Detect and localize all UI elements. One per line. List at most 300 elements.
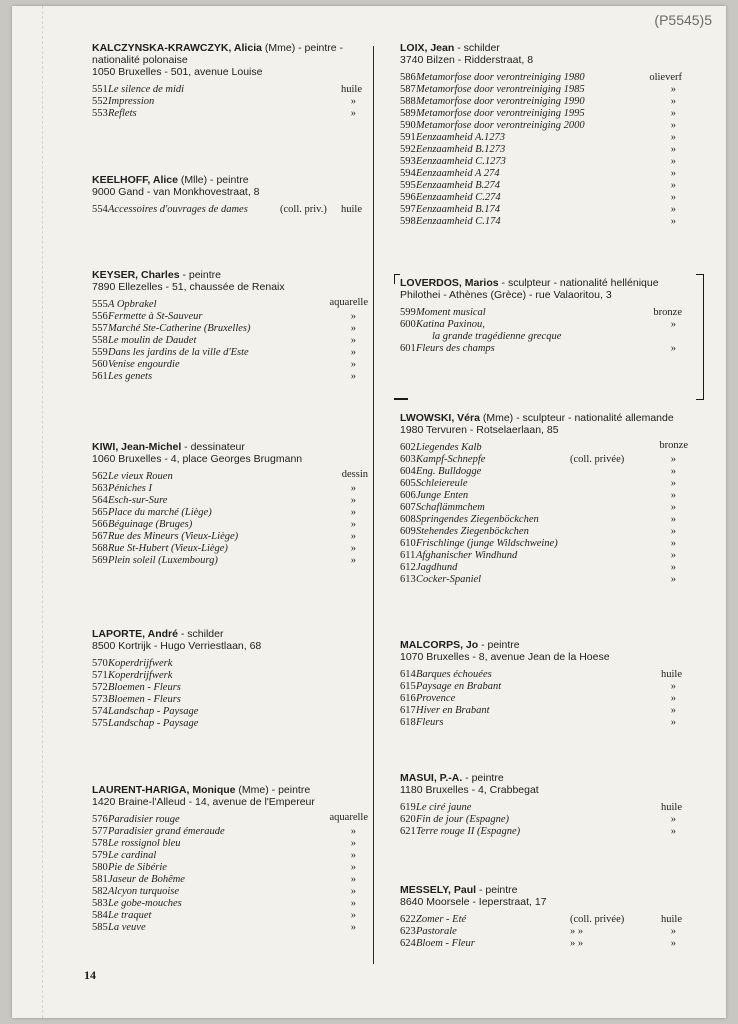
artwork-title: Paysage en Brabant xyxy=(416,681,502,692)
artwork-title: A Opbrakel xyxy=(108,299,157,310)
artwork-title: Le cardinal xyxy=(108,850,157,861)
artwork-title: Accessoires d'ouvrages de dames xyxy=(108,204,248,215)
artwork-item xyxy=(400,574,696,586)
artist-address: 9000 Gand - van Monkhovestraat, 8 xyxy=(92,186,260,198)
artwork-title: Kampf-Schnepfe xyxy=(416,454,486,465)
artwork-number: 579 xyxy=(92,850,108,861)
artwork-item xyxy=(92,862,376,874)
artwork-number: 602 xyxy=(400,442,416,453)
artwork-item xyxy=(92,519,376,531)
artwork-item xyxy=(400,490,696,502)
artist-role: (Mme) - peintre xyxy=(235,784,311,796)
artwork-title: Provence xyxy=(416,693,456,704)
artwork-item xyxy=(92,718,376,730)
artwork-title: Place du marché (Liège) xyxy=(108,507,212,518)
artwork-item xyxy=(92,204,376,216)
artwork-item xyxy=(400,538,696,550)
artwork-number: 612 xyxy=(400,562,416,573)
artwork-item xyxy=(400,938,696,950)
artist-name: LOIX, Jean xyxy=(400,42,455,54)
artwork-title: Jagdhund xyxy=(416,562,458,573)
artwork-title: Paradisier grand émeraude xyxy=(108,826,225,837)
artwork-title: Les genets xyxy=(108,371,153,382)
artwork-title: Eenzaamheid C.1273 xyxy=(416,156,506,167)
artist-header xyxy=(92,269,376,281)
artwork-medium: » xyxy=(350,507,356,518)
artist-entry xyxy=(92,784,376,934)
fold-line xyxy=(42,6,43,1018)
artist-address: 1980 Tervuren - Rotselaerlaan, 85 xyxy=(400,424,559,436)
artist-address: 1420 Braine-l'Alleud - 14, avenue de l'Empereur xyxy=(92,796,315,808)
artist-entry xyxy=(400,42,696,228)
artwork-title: La veuve xyxy=(108,922,146,933)
artwork-number: 580 xyxy=(92,862,108,873)
artwork-title: Terre rouge II (Espagne) xyxy=(416,826,521,837)
artwork-item xyxy=(400,144,696,156)
artist-name: LAURENT-HARIGA, Monique xyxy=(92,784,236,796)
artist-header xyxy=(92,628,376,640)
artwork-title: Hiver en Brabant xyxy=(416,705,490,716)
artwork-medium: » xyxy=(670,562,676,573)
artwork-item xyxy=(92,531,376,543)
bracket-left xyxy=(394,274,400,284)
artwork-item xyxy=(400,717,696,729)
artwork-item xyxy=(400,705,696,717)
artwork-medium: » xyxy=(670,120,676,131)
artwork-number: 599 xyxy=(400,307,416,318)
artist-address: 1060 Bruxelles - 4, place Georges Brugmann xyxy=(92,453,303,465)
artwork-list xyxy=(400,307,696,355)
artwork-medium: » xyxy=(670,180,676,191)
artwork-title: Junge Enten xyxy=(416,490,469,501)
artwork-list xyxy=(92,84,376,120)
artwork-title: Le rossignol bleu xyxy=(108,838,181,849)
artist-header xyxy=(400,884,696,896)
artwork-number: 590 xyxy=(400,120,416,131)
artist-header xyxy=(400,277,696,289)
artwork-number: 586 xyxy=(400,72,416,83)
artwork-title: Rue des Mineurs (Vieux-Liège) xyxy=(108,531,239,542)
artwork-title: Frischlinge (junge Wildschweine) xyxy=(416,538,558,549)
artwork-medium: » xyxy=(350,323,356,334)
artwork-number: 561 xyxy=(92,371,108,382)
artwork-number: 578 xyxy=(92,838,108,849)
artwork-number: 581 xyxy=(92,874,108,885)
artwork-medium: » xyxy=(670,319,676,330)
artist-header xyxy=(92,174,376,186)
artist-address: 7890 Ellezelles - 51, chaussée de Renaix xyxy=(92,281,285,293)
artwork-medium: » xyxy=(670,514,676,525)
artwork-item xyxy=(92,335,376,347)
artwork-number: 564 xyxy=(92,495,108,506)
artwork-item xyxy=(92,359,376,371)
artwork-item xyxy=(92,670,376,682)
artwork-number: 624 xyxy=(400,938,416,949)
collection-note: » » xyxy=(570,938,584,949)
artwork-number: 585 xyxy=(92,922,108,933)
artwork-title: Schleiereule xyxy=(416,478,468,489)
artwork-title: Dans les jardins de la ville d'Este xyxy=(108,347,249,358)
artwork-medium: » xyxy=(350,555,356,566)
artist-name: KIWI, Jean-Michel xyxy=(92,441,182,453)
artist-header xyxy=(400,772,696,784)
artist-header xyxy=(92,441,376,453)
page-number: 14 xyxy=(84,968,96,982)
artwork-number: 567 xyxy=(92,531,108,542)
artwork-title: la grande tragédienne grecque xyxy=(432,331,562,342)
artwork-item xyxy=(400,681,696,693)
artwork-item xyxy=(400,84,696,96)
archive-reference: (P5545)5 xyxy=(654,12,712,28)
artwork-medium: » xyxy=(670,550,676,561)
artwork-item xyxy=(92,543,376,555)
artwork-number: 622 xyxy=(400,914,416,925)
artwork-item xyxy=(92,694,376,706)
medium-heading: aquarelle xyxy=(329,297,368,308)
artwork-item xyxy=(400,343,696,355)
artwork-number: 587 xyxy=(400,84,416,95)
artwork-item xyxy=(92,826,376,838)
artwork-title: Le moulin de Daudet xyxy=(108,335,197,346)
artwork-medium: » xyxy=(350,910,356,921)
artwork-number: 557 xyxy=(92,323,108,334)
artwork-medium: » xyxy=(350,519,356,530)
medium-heading: dessin xyxy=(341,469,368,480)
artwork-item xyxy=(400,108,696,120)
artist-address: Philothei - Athènes (Grèce) - rue Valaoritou, 3 xyxy=(400,289,612,301)
artwork-title: Fin de jour (Espagne) xyxy=(416,814,510,825)
artwork-number: 565 xyxy=(92,507,108,518)
artwork-number: 552 xyxy=(92,96,108,107)
artwork-item xyxy=(92,922,376,934)
artwork-number: 597 xyxy=(400,204,416,215)
artwork-number: 609 xyxy=(400,526,416,537)
artwork-title: Reflets xyxy=(108,108,137,119)
bracket-bottom xyxy=(394,398,408,400)
artwork-item xyxy=(92,874,376,886)
artwork-title: Landschap - Paysage xyxy=(108,718,199,729)
artwork-medium: » xyxy=(670,938,676,949)
artwork-number: 562 xyxy=(92,471,108,482)
artwork-item xyxy=(92,658,376,670)
artwork-title: Le silence de midi xyxy=(108,84,185,95)
artwork-medium: » xyxy=(350,311,356,322)
artwork-number: 617 xyxy=(400,705,416,716)
collection-note: (coll. privée) xyxy=(570,454,625,465)
artwork-number: 591 xyxy=(400,132,416,143)
artwork-medium: huile xyxy=(661,802,682,813)
artwork-item xyxy=(92,838,376,850)
artwork-number: 615 xyxy=(400,681,416,692)
catalog-page xyxy=(12,6,726,1018)
artwork-item xyxy=(92,555,376,567)
artwork-medium: » xyxy=(350,826,356,837)
artwork-number: 574 xyxy=(92,706,108,717)
artist-header xyxy=(400,42,696,54)
artwork-number: 560 xyxy=(92,359,108,370)
collection-note: » » xyxy=(570,926,584,937)
artwork-medium: olieverf xyxy=(649,72,682,83)
artwork-title: Fleurs des champs xyxy=(416,343,495,354)
artwork-item xyxy=(400,120,696,132)
artwork-item xyxy=(400,132,696,144)
artwork-item xyxy=(400,502,696,514)
artwork-list xyxy=(92,204,376,216)
medium-heading: aquarelle xyxy=(329,812,368,823)
artwork-list xyxy=(400,914,696,950)
artwork-number: 577 xyxy=(92,826,108,837)
artwork-item xyxy=(400,802,696,814)
artwork-title: Marché Ste-Catherine (Bruxelles) xyxy=(108,323,251,334)
artwork-medium: » xyxy=(350,874,356,885)
artwork-number: 559 xyxy=(92,347,108,358)
artwork-item xyxy=(92,850,376,862)
artwork-title: Schaflämmchem xyxy=(416,502,485,513)
artwork-title: Metamorfose door verontreiniging 1980 xyxy=(416,72,585,83)
artwork-title: Eenzaamheid A 274 xyxy=(416,168,500,179)
artwork-title: Eenzaamheid B.174 xyxy=(416,204,500,215)
artist-header xyxy=(400,639,696,651)
artwork-medium: » xyxy=(670,574,676,585)
artist-role: - peintre xyxy=(179,269,221,281)
artist-role: - peintre xyxy=(476,884,518,896)
artwork-item xyxy=(400,550,696,562)
artwork-item xyxy=(92,495,376,507)
artwork-title: Plein soleil (Luxembourg) xyxy=(108,555,218,566)
artwork-item xyxy=(400,204,696,216)
artwork-number: 614 xyxy=(400,669,416,680)
artwork-number: 592 xyxy=(400,144,416,155)
artwork-number: 554 xyxy=(92,204,108,215)
artwork-medium: huile xyxy=(661,669,682,680)
artwork-number: 576 xyxy=(92,814,108,825)
artwork-number: 595 xyxy=(400,180,416,191)
artwork-item xyxy=(92,323,376,335)
artwork-item xyxy=(400,180,696,192)
collection-note: (coll. privée) xyxy=(570,914,625,925)
artist-entry xyxy=(92,628,376,730)
artwork-title: Pie de Sibérie xyxy=(108,862,167,873)
artwork-number: 600 xyxy=(400,319,416,330)
artwork-list xyxy=(400,669,696,729)
artwork-medium: » xyxy=(670,490,676,501)
artist-address: 1050 Bruxelles - 501, avenue Louise xyxy=(92,66,263,78)
artwork-medium: » xyxy=(670,168,676,179)
artist-address: 1180 Bruxelles - 4, Crabbegat xyxy=(400,784,539,796)
artwork-number: 555 xyxy=(92,299,108,310)
artwork-title: Metamorfose door verontreiniging 1995 xyxy=(416,108,585,119)
artwork-item xyxy=(92,471,376,483)
artwork-list xyxy=(400,442,696,586)
medium-heading: bronze xyxy=(659,440,688,451)
artwork-medium: » xyxy=(350,347,356,358)
artwork-title: Springendes Ziegenböckchen xyxy=(416,514,539,525)
artwork-item xyxy=(92,682,376,694)
artwork-medium: » xyxy=(670,204,676,215)
artist-name: LWOWSKI, Véra xyxy=(400,412,480,424)
artwork-item xyxy=(400,926,696,938)
artwork-medium: » xyxy=(670,926,676,937)
artwork-title: Péniches I xyxy=(108,483,153,494)
artwork-title: Paradisier rouge xyxy=(108,814,180,825)
artwork-medium: » xyxy=(670,693,676,704)
artwork-medium: » xyxy=(670,192,676,203)
artwork-medium: » xyxy=(670,717,676,728)
artwork-number: 593 xyxy=(400,156,416,167)
artist-role: - peintre xyxy=(462,772,504,784)
artwork-number: 596 xyxy=(400,192,416,203)
artwork-item xyxy=(400,466,696,478)
artwork-title: Eng. Bulldogge xyxy=(416,466,482,477)
artwork-medium: » xyxy=(350,862,356,873)
artist-address: 1070 Bruxelles - 8, avenue Jean de la Hoese xyxy=(400,651,610,663)
artwork-medium: » xyxy=(670,705,676,716)
artist-entry xyxy=(400,412,696,586)
artist-role: (Mlle) - peintre xyxy=(177,174,249,186)
artist-role: - dessinateur xyxy=(181,441,245,453)
artwork-medium: » xyxy=(350,850,356,861)
artwork-title: Fermette à St-Sauveur xyxy=(108,311,203,322)
artwork-title: Cocker-Spaniel xyxy=(416,574,482,585)
artwork-medium: » xyxy=(670,466,676,477)
artwork-number: 589 xyxy=(400,108,416,119)
collection-note: (coll. priv.) xyxy=(280,204,327,215)
artist-entry xyxy=(92,174,376,216)
artwork-medium: » xyxy=(350,108,356,119)
artwork-title: Katina Paxinou, xyxy=(416,319,485,330)
artwork-item xyxy=(400,478,696,490)
artwork-title: Koperdrijfwerk xyxy=(108,658,173,669)
artwork-title: Barques échouées xyxy=(416,669,492,680)
artist-entry xyxy=(92,42,376,120)
artwork-medium: » xyxy=(350,838,356,849)
artwork-title: Metamorfose door verontreiniging 1985 xyxy=(416,84,585,95)
artwork-number: 566 xyxy=(92,519,108,530)
artwork-number: 583 xyxy=(92,898,108,909)
artist-name: KEYSER, Charles xyxy=(92,269,180,281)
artwork-number: 582 xyxy=(92,886,108,897)
artwork-number: 588 xyxy=(400,96,416,107)
artwork-medium: » xyxy=(350,898,356,909)
artwork-number: 563 xyxy=(92,483,108,494)
artist-role: - sculpteur - nationalité hellénique xyxy=(498,277,659,289)
artwork-medium: » xyxy=(350,96,356,107)
artwork-medium: » xyxy=(670,156,676,167)
artwork-number: 619 xyxy=(400,802,416,813)
artwork-title: Venise engourdie xyxy=(108,359,180,370)
artwork-title: Bloemen - Fleurs xyxy=(108,682,181,693)
artwork-medium: » xyxy=(670,132,676,143)
artwork-medium: » xyxy=(670,84,676,95)
artwork-number: 618 xyxy=(400,717,416,728)
artwork-medium: » xyxy=(350,922,356,933)
artwork-item xyxy=(92,96,376,108)
artwork-item xyxy=(92,108,376,120)
artist-entry xyxy=(400,884,696,950)
artwork-medium: » xyxy=(670,96,676,107)
artwork-item xyxy=(92,347,376,359)
artwork-item xyxy=(400,216,696,228)
artwork-number: 613 xyxy=(400,574,416,585)
artist-header xyxy=(92,42,376,66)
artist-entry xyxy=(400,639,696,729)
artwork-medium: » xyxy=(350,359,356,370)
artwork-item xyxy=(400,454,696,466)
artwork-number: 568 xyxy=(92,543,108,554)
artwork-number: 605 xyxy=(400,478,416,489)
artwork-medium: » xyxy=(670,343,676,354)
artwork-title: Pastorale xyxy=(416,926,457,937)
artwork-medium: » xyxy=(670,502,676,513)
artwork-item xyxy=(400,914,696,926)
artwork-medium: bronze xyxy=(653,307,682,318)
artist-entry xyxy=(400,772,696,838)
artwork-number: 603 xyxy=(400,454,416,465)
artwork-title: Zomer - Eté xyxy=(416,914,467,925)
artwork-title: Bloem - Fleur xyxy=(416,938,475,949)
artwork-title: Eenzaamheid C.274 xyxy=(416,192,501,203)
artwork-number: 584 xyxy=(92,910,108,921)
artwork-number: 616 xyxy=(400,693,416,704)
artist-name: KEELHOFF, Alice xyxy=(92,174,178,186)
artwork-item xyxy=(400,331,696,343)
artwork-item xyxy=(92,886,376,898)
artwork-medium: » xyxy=(350,886,356,897)
artist-role: (Mme) - sculpteur - nationalité allemande xyxy=(479,412,674,424)
artist-role: - schilder xyxy=(177,628,224,640)
artwork-title: Alcyon turquoise xyxy=(108,886,180,897)
artwork-item xyxy=(400,156,696,168)
artwork-number: 569 xyxy=(92,555,108,566)
artwork-medium: » xyxy=(670,216,676,227)
artwork-list xyxy=(400,72,696,228)
artwork-item xyxy=(400,307,696,319)
artwork-item xyxy=(400,319,696,331)
artwork-title: Eenzaamheid C.174 xyxy=(416,216,501,227)
artwork-number: 611 xyxy=(400,550,416,561)
artwork-item xyxy=(92,371,376,383)
artwork-medium: » xyxy=(350,335,356,346)
artist-header xyxy=(92,784,376,796)
artwork-number: 598 xyxy=(400,216,416,227)
artwork-item xyxy=(400,96,696,108)
artwork-medium: » xyxy=(670,538,676,549)
bracket-right xyxy=(696,274,704,400)
artwork-medium: » xyxy=(670,454,676,465)
artwork-item xyxy=(92,898,376,910)
artwork-list xyxy=(92,299,376,383)
artwork-title: Le traquet xyxy=(108,910,152,921)
artwork-title: Jaseur de Bohême xyxy=(108,874,185,885)
artwork-number: 620 xyxy=(400,814,416,825)
artwork-list xyxy=(400,802,696,838)
artwork-item xyxy=(400,669,696,681)
artwork-medium: » xyxy=(350,531,356,542)
artwork-item xyxy=(400,826,696,838)
artwork-medium: » xyxy=(670,144,676,155)
artwork-medium: » xyxy=(350,483,356,494)
artwork-number: 553 xyxy=(92,108,108,119)
artwork-title: Afghanischer Windhund xyxy=(416,550,518,561)
artist-header xyxy=(400,412,696,424)
artwork-title: Koperdrijfwerk xyxy=(108,670,173,681)
artwork-number: 623 xyxy=(400,926,416,937)
artwork-title: Esch-sur-Sure xyxy=(108,495,168,506)
artwork-item xyxy=(92,311,376,323)
artwork-title: Moment musical xyxy=(416,307,486,318)
artwork-title: Stehendes Ziegenböckchen xyxy=(416,526,529,537)
artist-name: KALCZYNSKA-KRAWCZYK, Alicia xyxy=(92,42,262,54)
